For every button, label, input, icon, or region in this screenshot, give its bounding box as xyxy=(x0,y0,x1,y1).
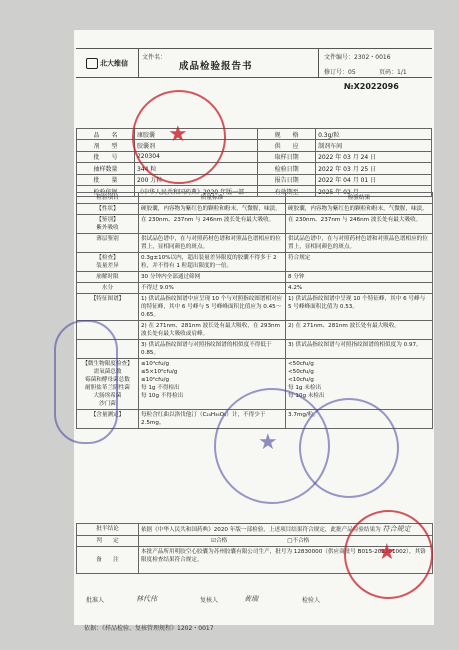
result-item: 【鉴别】 紫外吸收 xyxy=(77,215,139,234)
info-value: 220304 xyxy=(134,151,257,162)
company-quality-stamp: ★ xyxy=(344,510,433,599)
result-res: 1) 供试品指纹图谱中呈现 10 个特征峰，其中 6 号峰与 5 号峰峰面积比值为 0.53。 xyxy=(286,294,433,321)
footnote: 依据：《样品检验、复核管理规程》1202・0017 xyxy=(84,625,214,632)
result-res: <50cfu/g <50cfu/g <10cfu/g 每 1g 未检出 每 10g 未检出 xyxy=(286,359,433,410)
col-header-item: 检验项目 xyxy=(77,193,139,204)
judge-pass: ☑合格 xyxy=(211,538,228,544)
info-label: 检验依据 xyxy=(77,185,135,196)
result-row xyxy=(77,253,433,272)
info-label: 抽样数量 xyxy=(77,163,135,174)
conclusion-label: 批半结论 xyxy=(77,524,139,536)
reviewer-signature: 黄瑞 xyxy=(244,595,258,603)
result-std: 在 230nm、237nm 与 246nm 波长处有最大吸收。 xyxy=(139,215,286,234)
info-label: 有效期至 xyxy=(258,185,316,196)
result-std: 30 分钟内全部通过筛网 xyxy=(139,272,286,283)
quality-dept-stamp: ★ xyxy=(132,90,226,184)
results-header-row xyxy=(77,193,433,204)
result-item: 【微生物限度检查】 需氧菌总数 霉菌和酵母菌总数 耐胆盐革兰阴性菌 大肠埃希菌 沙门菌 xyxy=(77,359,139,410)
header-top-rule xyxy=(76,48,432,49)
judge-fail: □不合格 xyxy=(287,538,310,544)
result-row xyxy=(77,321,433,340)
document-title: 成品检验报告书 xyxy=(179,61,253,72)
info-label: 剂 型 xyxy=(77,140,135,151)
reviewer-label: 复核人 xyxy=(200,597,219,604)
info-value: 200 万粒 xyxy=(134,174,257,185)
brand-name: 北大维信 xyxy=(100,59,128,68)
result-std: 1) 供试品指纹图谱中应呈现 10 个与对照指纹图谱相对应的特征峰，其中 6 号峰与 5 号峰峰面积比值应为 0.45～0.65。 xyxy=(139,294,286,321)
note-text: 本批产品所用明胶空心胶囊为苏州胶囊有限公司生产，批号为 12830000（供应商批号 B015-202201002），其铬限度检查结果符合规定。 xyxy=(139,547,433,574)
result-res: 在 230nm、237nm 与 246nm 波长处有最大吸收。 xyxy=(286,215,433,234)
result-row xyxy=(77,272,433,283)
result-item: 薄层鉴别 xyxy=(77,234,139,253)
result-std: 每粒含红曲以洛伐他汀（C₂₄H₃₆O₅）计，不得少于 2.5mg。 xyxy=(139,410,286,429)
result-res: 4.2% xyxy=(286,283,433,294)
result-std: ≤10⁴cfu/g ≤5×10²cfu/g ≤10²cfu/g 每 1g 不得检出 每 10g 不得检出 xyxy=(139,359,286,410)
judge-label: 判 定 xyxy=(77,536,139,547)
result-res: 3) 供试品指纹图谱与对照指纹图谱的相似度为 0.97。 xyxy=(286,340,433,359)
info-value: 2025 年 02 月 xyxy=(316,185,432,196)
info-value: 0.3g/粒 xyxy=(316,129,432,140)
result-std: 不得过 9.0% xyxy=(139,283,286,294)
approver-label: 批准人 xyxy=(86,597,105,604)
result-row xyxy=(77,294,433,321)
info-label: 检验日期 xyxy=(258,163,316,174)
tester-label: 检验人 xyxy=(302,597,321,604)
partial-edge-stamp xyxy=(54,320,118,444)
approver-signature: 林代伟 xyxy=(136,595,157,603)
info-label: 取样日期 xyxy=(258,151,316,162)
header-divider-2 xyxy=(318,48,319,77)
info-row xyxy=(77,140,432,151)
conclusion-signature: 符合规定 xyxy=(382,525,411,533)
col-header-standard: 质量标准 xyxy=(139,193,286,204)
report-header xyxy=(74,30,434,90)
result-std: 硬胶囊，内容物为紫红色的颗粒和粉末，气微腥，味淡。 xyxy=(139,204,286,215)
info-value: 胶囊剂 xyxy=(134,140,257,151)
col-header-result: 检验结果 xyxy=(286,193,433,204)
result-item: 【检查】 装量差异 xyxy=(77,253,139,272)
report-sheet xyxy=(74,30,434,632)
info-label: 报告日期 xyxy=(258,174,316,185)
result-res: 硬胶囊，内容物为紫红色的颗粒和粉末，气微腥，味淡。 xyxy=(286,204,433,215)
info-label: 供 应 xyxy=(258,140,316,151)
info-row xyxy=(77,174,432,185)
product-info-table xyxy=(76,128,432,197)
lab-seal-stamp: ★ xyxy=(214,388,330,504)
revision-number: 修订号：05 xyxy=(324,69,356,76)
result-res: 供试品色谱中，在与对照药材色谱和对照品色谱相应的位置上，显相同颜色的斑点。 xyxy=(286,234,433,253)
info-row xyxy=(77,151,432,162)
result-item: 【含量测定】 xyxy=(77,410,139,429)
result-std: 3) 供试品指纹图谱与对照指纹图谱的相似度不得低于 0.85。 xyxy=(139,340,286,359)
info-value: 2022 年 03 月 24 日 xyxy=(316,151,432,162)
result-row xyxy=(77,215,433,234)
info-value: 2022 年 03 月 25 日 xyxy=(316,163,432,174)
info-label: 批 号 xyxy=(77,151,135,162)
qc-report-stamp xyxy=(299,398,399,498)
page-number: 页码：1/1 xyxy=(379,69,407,76)
result-item: 【特征图谱】 xyxy=(77,294,139,321)
info-value: 制剂车间 xyxy=(316,140,432,151)
result-res: 3.7mg/粒。 xyxy=(286,410,433,429)
info-value: 2022 年 04 月 01 日 xyxy=(316,174,432,185)
result-res: 8 分钟 xyxy=(286,272,433,283)
result-row xyxy=(77,340,433,359)
info-label: 规 格 xyxy=(258,129,316,140)
header-bottom-rule xyxy=(76,77,432,78)
result-std: 供试品色谱中，在与对照药材色谱和对照品色谱相应的位置上，显相同颜色的斑点。 xyxy=(139,234,286,253)
info-value: 康胶囊 xyxy=(134,129,257,140)
logo-icon xyxy=(86,58,98,69)
result-row xyxy=(77,283,433,294)
result-item: 崩解时限 xyxy=(77,272,139,283)
info-row xyxy=(77,129,432,140)
header-divider-1 xyxy=(138,48,139,77)
info-label: 批 量 xyxy=(77,174,135,185)
note-label: 备 注 xyxy=(77,547,139,574)
conclusion-body: 依据《中华人民共和国药典》2020 年版一部检验，上述项目结果符合规定，此批产品检验结果为 xyxy=(141,527,381,533)
file-number: 文件编号：2302・0016 xyxy=(324,54,391,61)
result-item: 水分 xyxy=(77,283,139,294)
result-row xyxy=(77,234,433,253)
info-label: 品 名 xyxy=(77,129,135,140)
info-value: 344 粒 xyxy=(134,163,257,174)
result-std: 0.3g±10%以内，超出装量差异限度的胶囊不得多于 2 粒，并不得有 1 粒超出限度的一倍。 xyxy=(139,253,286,272)
company-logo xyxy=(86,58,134,72)
result-std: 2) 在 271nm、281nm 波长处有最大吸收，在 293nm 波长处有最大吸收或肩峰。 xyxy=(139,321,286,340)
info-row xyxy=(77,163,432,174)
file-name-label: 文件名： xyxy=(142,54,167,61)
report-number: №X2022096 xyxy=(344,82,399,91)
result-row xyxy=(77,204,433,215)
result-res: 2) 在 271nm、281nm 波长处有最大吸收。 xyxy=(286,321,433,340)
result-item: 【性状】 xyxy=(77,204,139,215)
result-res: 符合规定 xyxy=(286,253,433,272)
info-value: 《中华人民共和国药典》2020 年版一部 xyxy=(134,185,257,196)
